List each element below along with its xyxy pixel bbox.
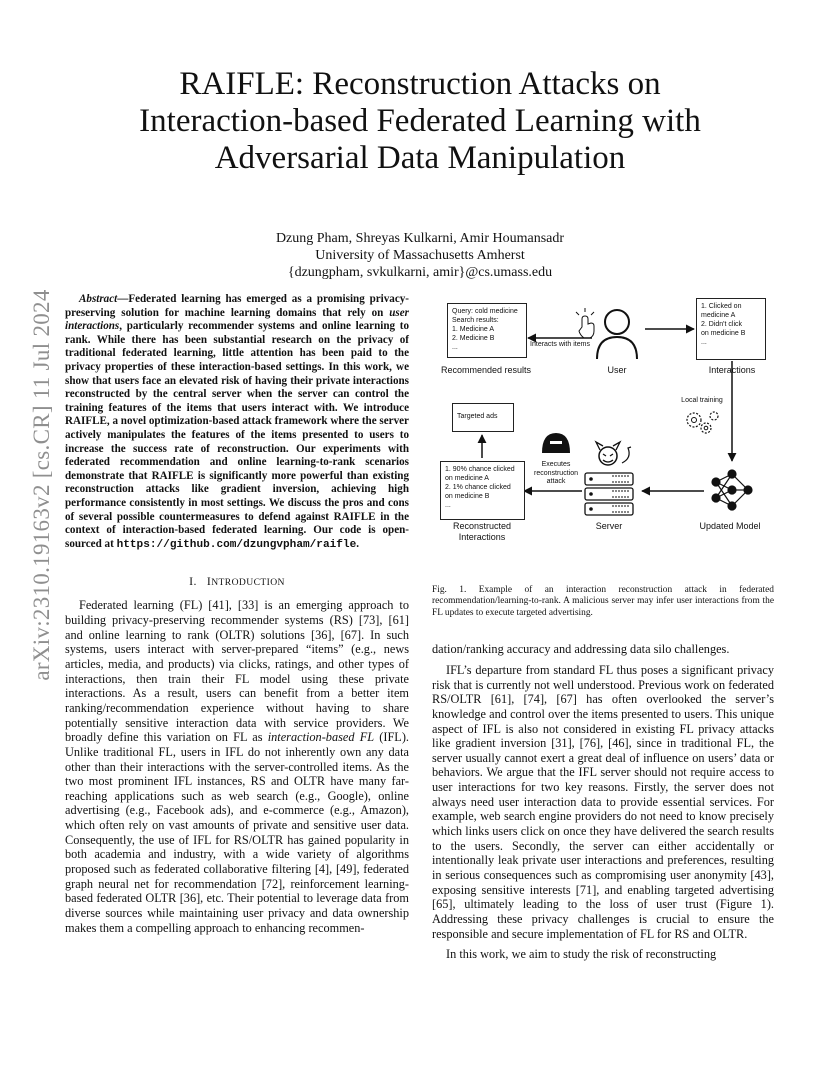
interaction-line: ...: [701, 339, 707, 346]
reconstructed-line: 2. 1% chance clicked: [445, 484, 511, 491]
interaction-line: 1. Clicked on: [701, 303, 742, 310]
query-results-box: [447, 303, 527, 358]
user-icon: [597, 310, 637, 359]
title-line: Adversarial Data Manipulation: [214, 140, 626, 176]
query-line: 2. Medicine B: [452, 335, 495, 342]
figure-caption: Fig. 1. Example of an interaction reconstruction attack in federated recommendation/learning-to-rank. A malicious server may infer user interactions from the FL updates to execute targeted advertising.: [432, 585, 774, 618]
reconstructed-label-line: Interactions: [458, 532, 506, 542]
intro-text: Federated learning (FL) [41], [33] is an emerging approach to building privacy-preserving recommender systems (RS) [73], [61] and online learning to rank (OLTR) solutions [36], [67]. In such systems, users interact with server-prepared “items” (e.g., news articles, media, and products) via clicks, ratings, and other types of interactions, then train their FL model using these private interactions. As a result, users can benefit from a better item ranking/recommendation experience without having to share potentially sensitive interaction data with service providers. We broadly define this variation on FL as: [65, 598, 409, 745]
devil-icon: [596, 442, 631, 465]
section-heading-introduction: [65, 574, 409, 589]
targeted-ads-text: Targeted ads: [457, 413, 498, 420]
author-names: Dzung Pham, Shreyas Kulkarni, Amir Houmansadr: [275, 231, 565, 246]
reconstructed-line: ...: [445, 502, 451, 509]
reconstructed-label-line: Reconstructed: [452, 521, 512, 531]
reconstructed-box: [440, 461, 525, 520]
abstract-end: .: [356, 537, 360, 550]
author-affiliation: University of Massachusetts Amherst: [315, 248, 525, 263]
title-line: RAIFLE: Reconstruction Attacks on: [179, 66, 661, 102]
reconstructed-interactions-label: [437, 521, 527, 543]
intro-text: (IFL). Unlike traditional FL, users in IFL do not inherently own any data other than their interactions with the server-controlled items. As the two most prominent IFL instances, RS and OLTR have many far-reaching applications such as web search (e.g., Google), online advertising (e.g., Facebook ads), and e-commerce (e.g., Amazon), which often rely on vast amounts of private and sensitive user data. Consequently, the use of IFL for RS/OLTR has gained popularity in both academia and industry, with a wide variety of algorithms proposed such as federated collaborative filtering [4], [49], federated graph neural net for recommendation [72], reinforcement learning-based federated OLTR [36], etc. Their potential to leverage data from diverse sources while maintaining user privacy and data ownership makes them a compelling approach to enhancing recommen-: [65, 730, 409, 935]
interaction-line: on medicine B: [701, 330, 746, 337]
title-line: Interaction-based Federated Learning with: [139, 103, 701, 139]
interaction-line: medicine A: [701, 312, 736, 319]
hacker-icon: [542, 433, 570, 453]
reconstructed-line: on medicine B: [445, 493, 490, 500]
neural-network-icon: [712, 470, 752, 510]
gears-icon: [687, 412, 718, 433]
server-label: Server: [595, 521, 623, 531]
interacts-with-items-label: Interacts with items: [530, 341, 590, 348]
intro-emphasis: interaction-based FL: [267, 730, 375, 745]
section-numeral: I.: [189, 574, 197, 589]
executes-attack-line: Executes: [541, 461, 571, 468]
executes-attack-line: reconstruction: [534, 469, 578, 477]
query-line: ...: [452, 344, 458, 351]
query-line: Query: cold medicine: [452, 308, 518, 315]
code-link[interactable]: https://github.com/dzungvpham/raifle: [116, 538, 357, 551]
figure-1: [432, 293, 774, 575]
section-heading-initial: I: [206, 574, 212, 589]
executes-attack-label: [528, 461, 584, 487]
arxiv-identifier: [22, 250, 62, 720]
interaction-line: 2. Didn't click: [701, 321, 743, 328]
right-column: [432, 293, 774, 968]
query-line: Search results:: [452, 317, 499, 324]
updated-model-label: Updated Model: [699, 521, 761, 531]
author-block: [70, 230, 770, 281]
intro-paragraph-1-continued: dation/ranking accuracy and addressing data silo challenges.: [432, 642, 730, 657]
arxiv-id-text: arXiv:2310.19163v2 [cs.CR] 11 Jul 2024: [29, 289, 54, 681]
left-column: [65, 293, 409, 941]
author-emails: {dzungpham, svkulkarni, amir}@cs.umass.edu: [287, 265, 553, 280]
reconstructed-line: 1. 90% chance clicked: [445, 466, 515, 473]
abstract-dash: —: [117, 293, 129, 305]
paper-title: [70, 66, 770, 177]
abstract: [65, 293, 409, 552]
intro-paragraph-2: IFL’s departure from standard FL thus poses a significant privacy risk that is currently not well understood. Previous work on federated RS/OLTR [61], [74], [67] has often overlooked the server’s knowledge and control over the items presented to users. This unique aspect of IFL is also not considered in existing FL privacy attacks like gradient inversion [31], [76], [46], since in traditional FL, the server usually cannot exert a great deal of influence on users’ data or behaviors. We argue that the IFL server should not require access to user interactions for two key reasons. Firstly, the server does not always need user interaction data to provide essential services. For example, web search engine providers do not need to know precisely which links users click on once they have delivered the search results to the users. Secondly, the server can either accidentally or intentionally leak private user interactions and preferences, resulting in serious consequences such as compromising user anonymity [43], exposing sensitive interests [71], and enabling targeted advertising [65], ultimately leading to the loss of user trust (Figure 1). Addressing these privacy challenges is crucial to ensure the responsible and secure implementation of FL for RS and OLTR.: [432, 662, 774, 941]
abstract-label: Abstract: [79, 293, 118, 305]
intro-paragraph-3: In this work, we aim to study the risk of reconstructing: [446, 947, 717, 962]
interactions-label: Interactions: [708, 365, 756, 375]
query-line: 1. Medicine A: [452, 326, 495, 333]
reconstructed-line: on medicine A: [445, 475, 489, 482]
targeted-ads-box: [452, 403, 514, 432]
abstract-text: , particularly recommender systems and online learning to rank. While there has been substantial research on the privacy of traditional federated learning, little attention has been paid to the privacy properties of these interaction-based settings. In this work, we show that users face an elevated risk of having their private interactions reconstructed by the central server when the server can control the training features of the items that users interact with. We introduce RAIFLE, a novel optimization-based attack framework where the server actively manipulates the features of the items presented to users to increase the success rate of reconstruction. Our experiments with federated recommendation and online learning-to-rank scenarios demonstrate that RAIFLE is significantly more powerful than existing reconstruction attacks like gradient inversion, achieving high performance consistently in most settings. We discuss the pros and cons of several possible countermeasures to defend against RAIFLE in the context of interaction-based federated learning. Our code is open-sourced at: [65, 320, 409, 550]
abstract-emphasis: user interactions: [65, 306, 409, 333]
recommended-results-label: Recommended results: [440, 365, 532, 375]
server-icon: [585, 473, 633, 515]
local-training-label: Local training: [681, 397, 723, 404]
executes-attack-line: attack: [546, 478, 566, 485]
intro-paragraph-1: [65, 598, 409, 935]
section-heading-rest: NTRODUCTION: [211, 577, 285, 589]
interactions-box: [696, 298, 766, 360]
abstract-text: Federated learning has emerged as a promising privacy-preserving solution for machine learning domains that rely on: [65, 293, 409, 319]
user-label: User: [607, 365, 627, 375]
pointer-hand-icon: [576, 308, 594, 338]
